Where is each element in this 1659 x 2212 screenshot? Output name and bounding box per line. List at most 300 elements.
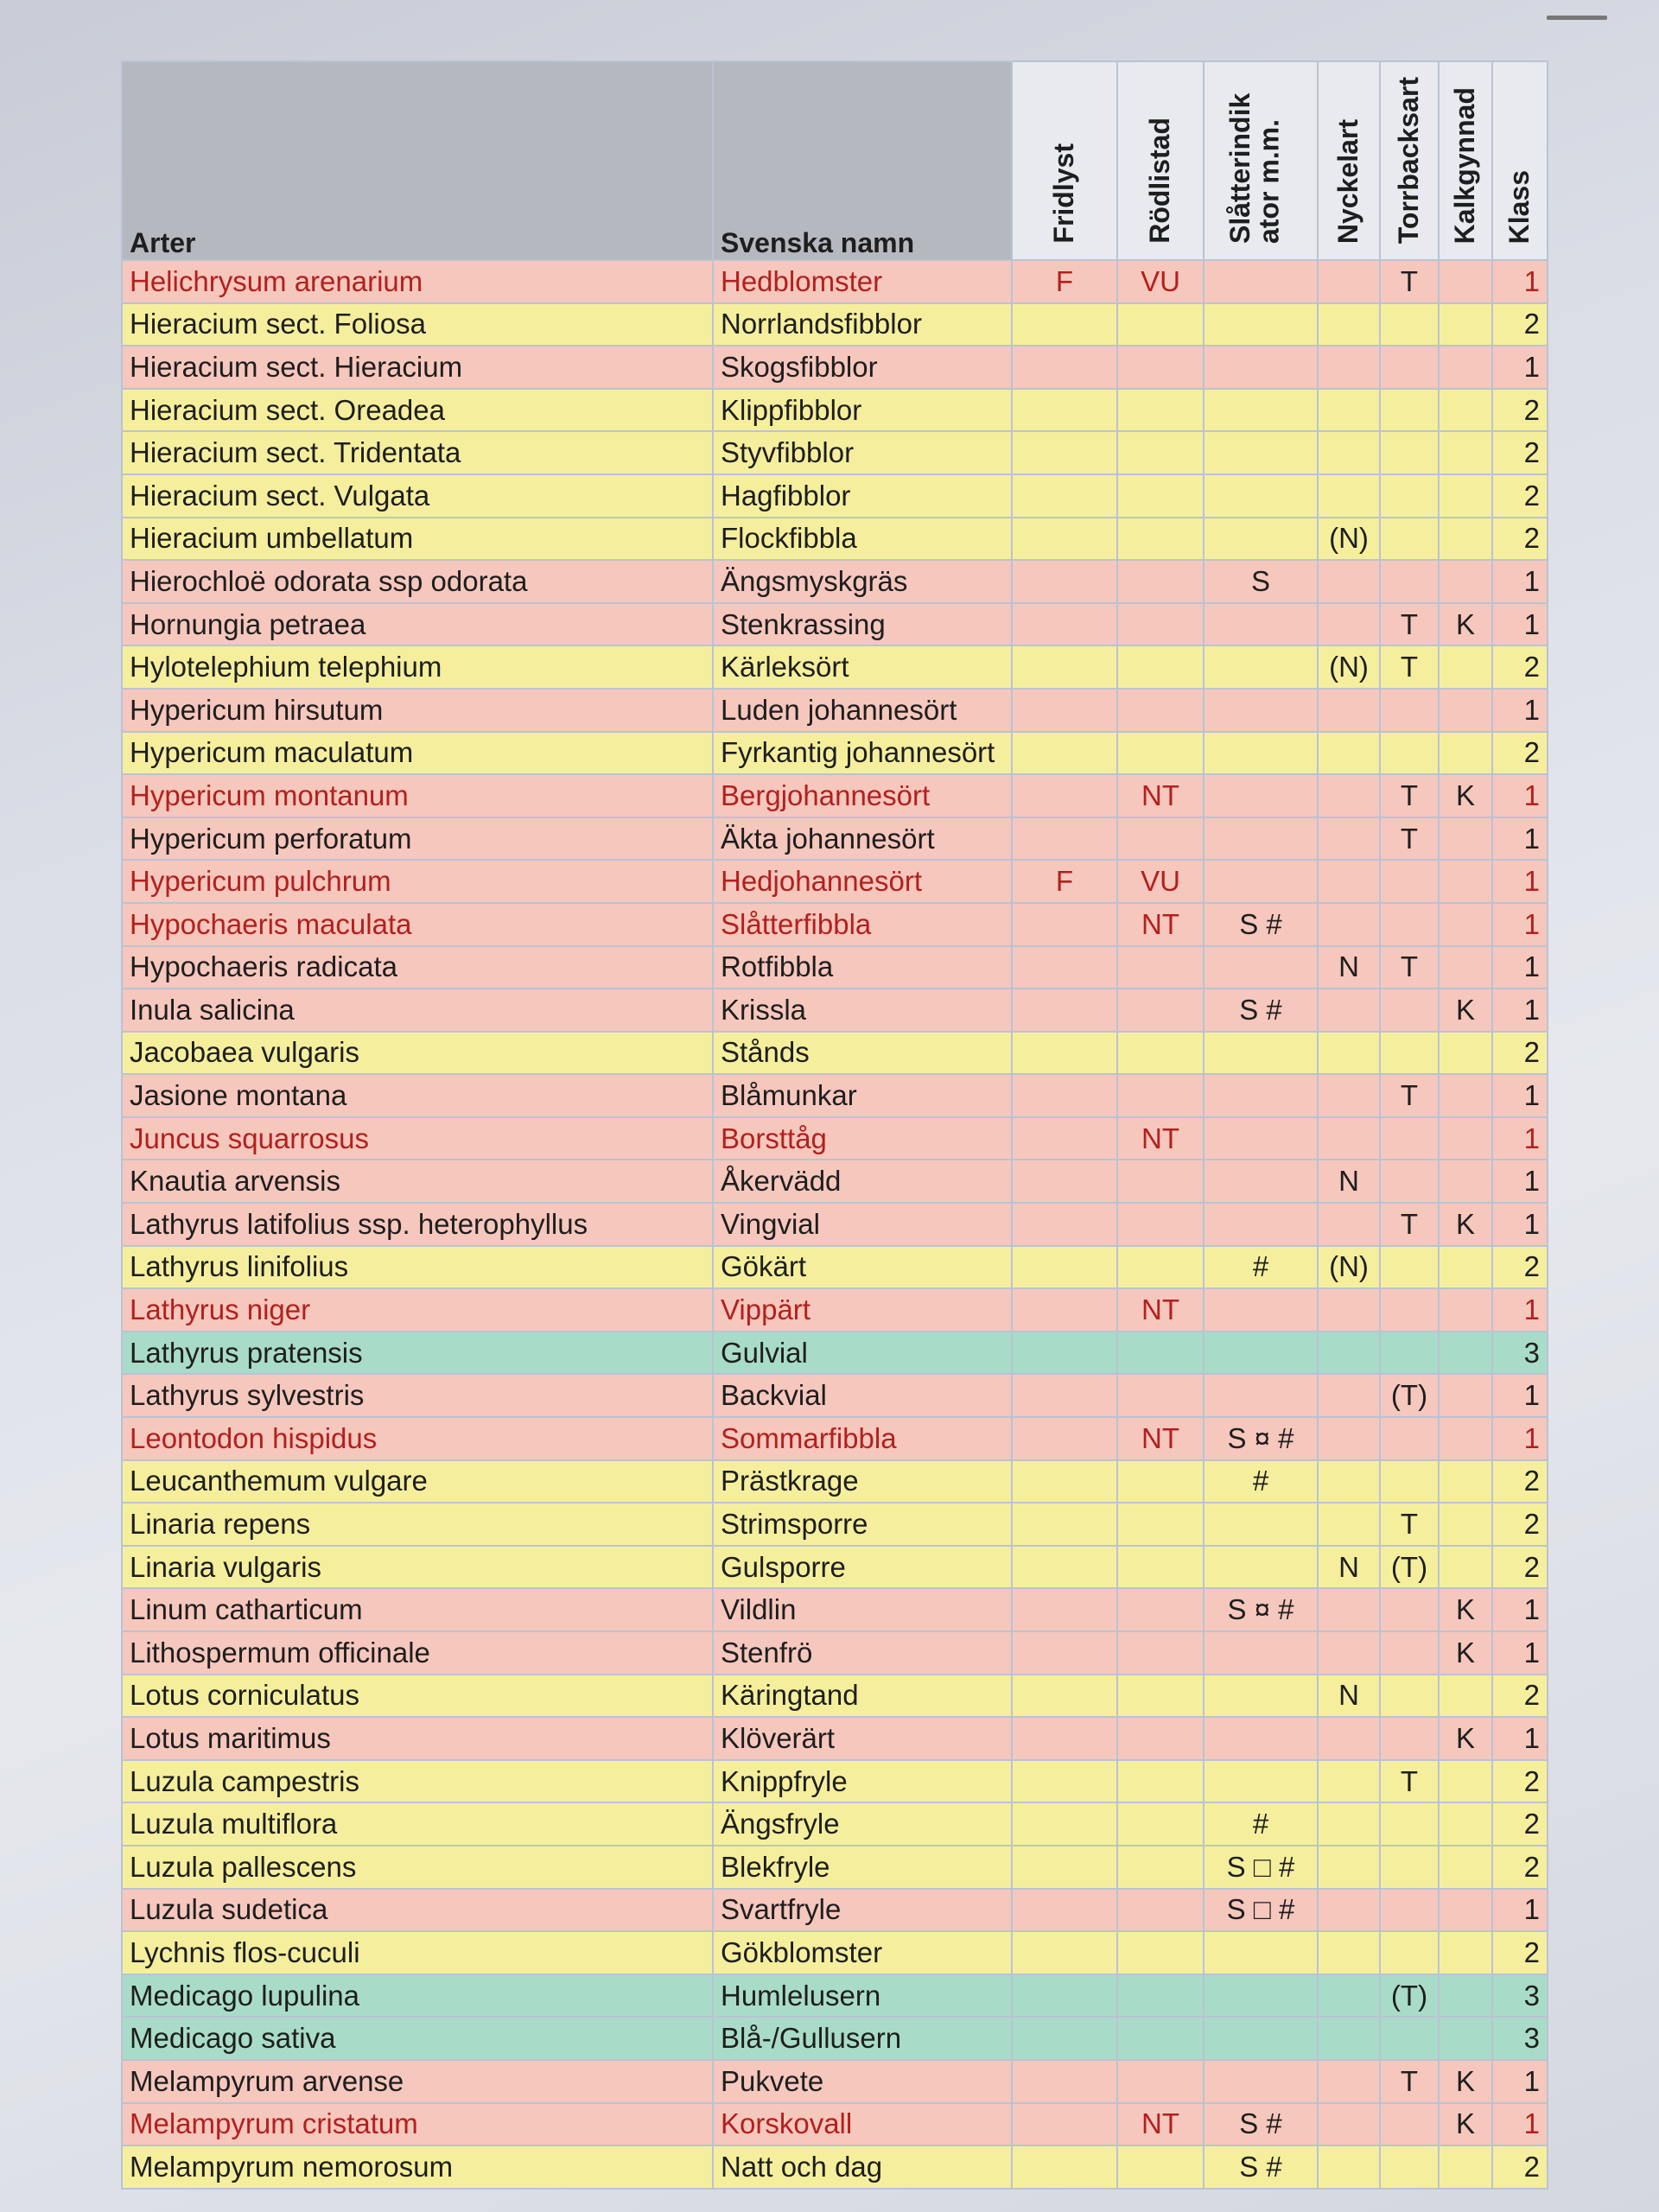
- table-row: [122, 1160, 1548, 1203]
- rodlistad-cell: [1117, 2060, 1204, 2103]
- header-fridlyst: [1012, 61, 1117, 260]
- torrbacksart-cell: [1380, 1117, 1439, 1160]
- scientific-name: Melampyrum cristatum: [122, 2103, 713, 2146]
- slatterindikator-cell: [1204, 1117, 1318, 1160]
- nyckelart-cell: [1318, 389, 1380, 432]
- torrbacksart-cell: (T): [1380, 1974, 1439, 2018]
- slatterindikator-cell: [1204, 1717, 1318, 1760]
- scientific-name: Hypericum pulchrum: [122, 860, 713, 903]
- rodlistad-cell: [1117, 1717, 1204, 1760]
- swedish-name: Ängsfryle: [713, 1802, 1012, 1846]
- rodlistad-cell: [1117, 1760, 1204, 1803]
- rodlistad-cell: [1117, 1160, 1204, 1203]
- torrbacksart-cell: [1380, 1889, 1439, 1932]
- klass-cell: 2: [1492, 1246, 1548, 1289]
- klass-cell: 1: [1492, 860, 1548, 903]
- table-row: [122, 560, 1548, 603]
- slatterindikator-cell: [1204, 1032, 1318, 1075]
- swedish-name: Prästkrage: [713, 1460, 1012, 1503]
- rodlistad-cell: [1117, 474, 1204, 518]
- torrbacksart-cell: [1380, 518, 1439, 561]
- rodlistad-cell: [1117, 389, 1204, 432]
- rodlistad-cell: [1117, 817, 1204, 861]
- scientific-name: Hieracium sect. Vulgata: [122, 474, 713, 518]
- fridlyst-cell: [1012, 1631, 1117, 1675]
- fridlyst-cell: [1012, 2103, 1117, 2146]
- swedish-name: Vingvial: [713, 1203, 1012, 1246]
- scientific-name: Lathyrus latifolius ssp. heterophyllus: [122, 1203, 713, 1246]
- torrbacksart-cell: [1380, 1332, 1439, 1375]
- nyckelart-cell: [1318, 1974, 1380, 2018]
- fridlyst-cell: [1012, 1332, 1117, 1375]
- rodlistad-cell: [1117, 303, 1204, 346]
- swedish-name: Klöverärt: [713, 1717, 1012, 1760]
- fridlyst-cell: [1012, 1074, 1117, 1117]
- rodlistad-cell: NT: [1117, 1288, 1204, 1332]
- table-row: [122, 1074, 1548, 1117]
- slatterindikator-cell: [1204, 1374, 1318, 1417]
- fridlyst-cell: [1012, 732, 1117, 775]
- scientific-name: Jacobaea vulgaris: [122, 1032, 713, 1075]
- nyckelart-cell: N: [1318, 946, 1380, 989]
- header-arter: Arter: [122, 61, 713, 260]
- table-row: [122, 689, 1548, 732]
- torrbacksart-cell: [1380, 2145, 1439, 2189]
- scientific-name: Lathyrus pratensis: [122, 1332, 713, 1375]
- rodlistad-cell: [1117, 2017, 1204, 2060]
- table-row: [122, 260, 1548, 303]
- species-rows: [122, 260, 1548, 2189]
- nyckelart-cell: [1318, 1503, 1380, 1546]
- nyckelart-cell: [1318, 2060, 1380, 2103]
- fridlyst-cell: [1012, 1846, 1117, 1889]
- fridlyst-cell: [1012, 1588, 1117, 1631]
- fridlyst-cell: [1012, 389, 1117, 432]
- rodlistad-cell: [1117, 1332, 1204, 1375]
- table-row: [122, 645, 1548, 689]
- torrbacksart-cell: (T): [1380, 1374, 1439, 1417]
- torrbacksart-cell: [1380, 389, 1439, 432]
- kalkgynnad-cell: K: [1439, 603, 1492, 646]
- table-row: [122, 303, 1548, 346]
- header-kalkgynnad-text: Kalkgynnad: [1449, 86, 1481, 244]
- swedish-name: Norrlandsfibblor: [713, 303, 1012, 346]
- torrbacksart-cell: [1380, 1588, 1439, 1631]
- fridlyst-cell: [1012, 645, 1117, 689]
- kalkgynnad-cell: [1439, 1246, 1492, 1289]
- fridlyst-cell: [1012, 603, 1117, 646]
- swedish-name: Svartfryle: [713, 1889, 1012, 1932]
- torrbacksart-cell: T: [1380, 2060, 1439, 2103]
- table-row: [122, 389, 1548, 432]
- kalkgynnad-cell: [1439, 303, 1492, 346]
- table-row: [122, 2145, 1548, 2189]
- scientific-name: Lathyrus linifolius: [122, 1246, 713, 1289]
- header-rodlistad-text: Rödlistad: [1144, 118, 1176, 244]
- swedish-name: Gökärt: [713, 1246, 1012, 1289]
- fridlyst-cell: [1012, 689, 1117, 732]
- header-slatterindikator-text: Slåtterindik ator m.m.: [1224, 92, 1285, 244]
- swedish-name: Pukvete: [713, 2060, 1012, 2103]
- table-row: [122, 946, 1548, 989]
- swedish-name: Hedjohannesört: [713, 860, 1012, 903]
- kalkgynnad-cell: [1439, 946, 1492, 989]
- klass-cell: 1: [1492, 260, 1548, 303]
- table-row: [122, 1802, 1548, 1846]
- nyckelart-cell: [1318, 346, 1380, 389]
- swedish-name: Ängsmyskgräs: [713, 560, 1012, 603]
- rodlistad-cell: VU: [1117, 260, 1204, 303]
- table-row: [122, 1460, 1548, 1503]
- klass-cell: 1: [1492, 903, 1548, 946]
- header-row: [122, 61, 1548, 260]
- kalkgynnad-cell: [1439, 689, 1492, 732]
- fridlyst-cell: [1012, 1546, 1117, 1589]
- kalkgynnad-cell: [1439, 732, 1492, 775]
- scientific-name: Hypericum hirsutum: [122, 689, 713, 732]
- slatterindikator-cell: [1204, 1074, 1318, 1117]
- scientific-name: Luzula campestris: [122, 1760, 713, 1803]
- torrbacksart-cell: [1380, 303, 1439, 346]
- swedish-name: Borsttåg: [713, 1117, 1012, 1160]
- rodlistad-cell: NT: [1117, 1417, 1204, 1460]
- nyckelart-cell: [1318, 774, 1380, 817]
- scientific-name: Luzula multiflora: [122, 1802, 713, 1846]
- table-row: [122, 603, 1548, 646]
- klass-cell: 3: [1492, 1332, 1548, 1375]
- scientific-name: Hypochaeris maculata: [122, 903, 713, 946]
- fridlyst-cell: [1012, 2060, 1117, 2103]
- table-row: [122, 732, 1548, 775]
- kalkgynnad-cell: K: [1439, 1717, 1492, 1760]
- fridlyst-cell: [1012, 817, 1117, 861]
- fridlyst-cell: [1012, 303, 1117, 346]
- kalkgynnad-cell: K: [1439, 1203, 1492, 1246]
- fridlyst-cell: [1012, 1417, 1117, 1460]
- scientific-name: Hieracium sect. Hieracium: [122, 346, 713, 389]
- slatterindikator-cell: [1204, 1760, 1318, 1803]
- torrbacksart-cell: [1380, 1631, 1439, 1675]
- slatterindikator-cell: [1204, 860, 1318, 903]
- nyckelart-cell: N: [1318, 1546, 1380, 1589]
- scientific-name: Hypericum montanum: [122, 774, 713, 817]
- torrbacksart-cell: [1380, 1417, 1439, 1460]
- slatterindikator-cell: [1204, 645, 1318, 689]
- scientific-name: Lychnis flos-cuculi: [122, 1931, 713, 1974]
- slatterindikator-cell: [1204, 2017, 1318, 2060]
- nyckelart-cell: [1318, 903, 1380, 946]
- torrbacksart-cell: [1380, 431, 1439, 474]
- slatterindikator-cell: [1204, 431, 1318, 474]
- torrbacksart-cell: [1380, 1846, 1439, 1889]
- nyckelart-cell: [1318, 860, 1380, 903]
- kalkgynnad-cell: [1439, 1503, 1492, 1546]
- slatterindikator-cell: S #: [1204, 2103, 1318, 2146]
- table-row: [122, 988, 1548, 1032]
- species-sheet: [121, 60, 1547, 2183]
- nyckelart-cell: N: [1318, 1160, 1380, 1203]
- slatterindikator-cell: [1204, 1675, 1318, 1718]
- klass-cell: 2: [1492, 518, 1548, 561]
- nyckelart-cell: [1318, 1889, 1380, 1932]
- rodlistad-cell: [1117, 1546, 1204, 1589]
- torrbacksart-cell: [1380, 474, 1439, 518]
- swedish-name: Natt och dag: [713, 2145, 1012, 2189]
- nyckelart-cell: [1318, 1288, 1380, 1332]
- table-row: [122, 1588, 1548, 1631]
- slatterindikator-cell: [1204, 303, 1318, 346]
- slatterindikator-cell: S #: [1204, 2145, 1318, 2189]
- kalkgynnad-cell: [1439, 2145, 1492, 2189]
- swedish-name: Åkervädd: [713, 1160, 1012, 1203]
- slatterindikator-cell: [1204, 946, 1318, 989]
- header-nyckelart-text: Nyckelart: [1332, 118, 1364, 244]
- klass-cell: 3: [1492, 2017, 1548, 2060]
- swedish-name: Kärleksört: [713, 645, 1012, 689]
- fridlyst-cell: [1012, 1203, 1117, 1246]
- torrbacksart-cell: T: [1380, 260, 1439, 303]
- rodlistad-cell: [1117, 518, 1204, 561]
- fridlyst-cell: [1012, 1760, 1117, 1803]
- torrbacksart-cell: [1380, 560, 1439, 603]
- torrbacksart-cell: [1380, 689, 1439, 732]
- slatterindikator-cell: #: [1204, 1246, 1318, 1289]
- scientific-name: Juncus squarrosus: [122, 1117, 713, 1160]
- swedish-name: Blekfryle: [713, 1846, 1012, 1889]
- scientific-name: Hypericum perforatum: [122, 817, 713, 861]
- fridlyst-cell: [1012, 346, 1117, 389]
- nyckelart-cell: (N): [1318, 1246, 1380, 1289]
- nyckelart-cell: [1318, 817, 1380, 861]
- rodlistad-cell: [1117, 1246, 1204, 1289]
- rodlistad-cell: [1117, 1074, 1204, 1117]
- rodlistad-cell: [1117, 1631, 1204, 1675]
- rodlistad-cell: [1117, 1503, 1204, 1546]
- kalkgynnad-cell: [1439, 560, 1492, 603]
- slatterindikator-cell: [1204, 732, 1318, 775]
- fridlyst-cell: [1012, 946, 1117, 989]
- rodlistad-cell: [1117, 2145, 1204, 2189]
- nyckelart-cell: [1318, 1588, 1380, 1631]
- fridlyst-cell: [1012, 1889, 1117, 1932]
- nyckelart-cell: [1318, 2103, 1380, 2146]
- header-fridlyst-text: Fridlyst: [1048, 143, 1080, 244]
- fridlyst-cell: [1012, 1160, 1117, 1203]
- klass-cell: 1: [1492, 346, 1548, 389]
- rodlistad-cell: NT: [1117, 2103, 1204, 2146]
- klass-cell: 1: [1492, 2060, 1548, 2103]
- rodlistad-cell: [1117, 603, 1204, 646]
- swedish-name: Äkta johannesört: [713, 817, 1012, 861]
- klass-cell: 1: [1492, 1374, 1548, 1417]
- klass-cell: 2: [1492, 1503, 1548, 1546]
- paper-edge-mark: [1547, 16, 1607, 20]
- fridlyst-cell: [1012, 1974, 1117, 2018]
- swedish-name: Blå-/Gullusern: [713, 2017, 1012, 2060]
- scientific-name: Leontodon hispidus: [122, 1417, 713, 1460]
- table-row: [122, 774, 1548, 817]
- swedish-name: Vildlin: [713, 1588, 1012, 1631]
- slatterindikator-cell: [1204, 346, 1318, 389]
- kalkgynnad-cell: K: [1439, 2103, 1492, 2146]
- torrbacksart-cell: [1380, 1802, 1439, 1846]
- scientific-name: Lathyrus sylvestris: [122, 1374, 713, 1417]
- rodlistad-cell: [1117, 346, 1204, 389]
- swedish-name: Slåtterfibbla: [713, 903, 1012, 946]
- header-klass-text: Klass: [1503, 169, 1535, 244]
- torrbacksart-cell: [1380, 1675, 1439, 1718]
- klass-cell: 2: [1492, 1546, 1548, 1589]
- swedish-name: Sommarfibbla: [713, 1417, 1012, 1460]
- rodlistad-cell: [1117, 645, 1204, 689]
- klass-cell: 2: [1492, 431, 1548, 474]
- kalkgynnad-cell: [1439, 1374, 1492, 1417]
- slatterindikator-cell: [1204, 689, 1318, 732]
- fridlyst-cell: [1012, 1246, 1117, 1289]
- klass-cell: 1: [1492, 560, 1548, 603]
- fridlyst-cell: [1012, 1288, 1117, 1332]
- klass-cell: 1: [1492, 1889, 1548, 1932]
- scientific-name: Luzula pallescens: [122, 1846, 713, 1889]
- rodlistad-cell: [1117, 1889, 1204, 1932]
- slatterindikator-cell: S #: [1204, 903, 1318, 946]
- kalkgynnad-cell: [1439, 1417, 1492, 1460]
- nyckelart-cell: [1318, 988, 1380, 1032]
- scientific-name: Hylotelephium telephium: [122, 645, 713, 689]
- nyckelart-cell: [1318, 689, 1380, 732]
- slatterindikator-cell: [1204, 1931, 1318, 1974]
- kalkgynnad-cell: K: [1439, 774, 1492, 817]
- kalkgynnad-cell: K: [1439, 1588, 1492, 1631]
- slatterindikator-cell: [1204, 389, 1318, 432]
- kalkgynnad-cell: [1439, 1117, 1492, 1160]
- nyckelart-cell: [1318, 2145, 1380, 2189]
- table-row: [122, 1717, 1548, 1760]
- swedish-name: Käringtand: [713, 1675, 1012, 1718]
- rodlistad-cell: [1117, 1675, 1204, 1718]
- kalkgynnad-cell: [1439, 1074, 1492, 1117]
- scientific-name: Hierochloë odorata ssp odorata: [122, 560, 713, 603]
- nyckelart-cell: (N): [1318, 518, 1380, 561]
- slatterindikator-cell: S #: [1204, 988, 1318, 1032]
- fridlyst-cell: [1012, 1460, 1117, 1503]
- slatterindikator-cell: [1204, 1288, 1318, 1332]
- rodlistad-cell: NT: [1117, 1117, 1204, 1160]
- torrbacksart-cell: T: [1380, 645, 1439, 689]
- fridlyst-cell: [1012, 2145, 1117, 2189]
- kalkgynnad-cell: [1439, 1160, 1492, 1203]
- kalkgynnad-cell: K: [1439, 988, 1492, 1032]
- nyckelart-cell: [1318, 1760, 1380, 1803]
- kalkgynnad-cell: [1439, 1974, 1492, 2018]
- table-row: [122, 1846, 1548, 1889]
- klass-cell: 2: [1492, 1675, 1548, 1718]
- table-row: [122, 1503, 1548, 1546]
- fridlyst-cell: [1012, 1675, 1117, 1718]
- swedish-name: Strimsporre: [713, 1503, 1012, 1546]
- swedish-name: Stenkrassing: [713, 603, 1012, 646]
- scientific-name: Hornungia petraea: [122, 603, 713, 646]
- table-row: [122, 474, 1548, 518]
- nyckelart-cell: [1318, 1417, 1380, 1460]
- table-row: [122, 2017, 1548, 2060]
- nyckelart-cell: [1318, 1374, 1380, 1417]
- rodlistad-cell: [1117, 1460, 1204, 1503]
- swedish-name: Hagfibblor: [713, 474, 1012, 518]
- fridlyst-cell: [1012, 903, 1117, 946]
- table-row: [122, 860, 1548, 903]
- kalkgynnad-cell: [1439, 346, 1492, 389]
- scientific-name: Hieracium umbellatum: [122, 518, 713, 561]
- kalkgynnad-cell: [1439, 431, 1492, 474]
- slatterindikator-cell: [1204, 1546, 1318, 1589]
- rodlistad-cell: [1117, 1802, 1204, 1846]
- kalkgynnad-cell: [1439, 1032, 1492, 1075]
- rodlistad-cell: [1117, 732, 1204, 775]
- klass-cell: 2: [1492, 2145, 1548, 2189]
- table-row: [122, 2103, 1548, 2146]
- table-row: [122, 1374, 1548, 1417]
- header-rodlistad: [1117, 61, 1204, 260]
- fridlyst-cell: F: [1012, 860, 1117, 903]
- rodlistad-cell: NT: [1117, 774, 1204, 817]
- fridlyst-cell: [1012, 518, 1117, 561]
- kalkgynnad-cell: [1439, 1675, 1492, 1718]
- swedish-name: Bergjohannesört: [713, 774, 1012, 817]
- kalkgynnad-cell: [1439, 903, 1492, 946]
- torrbacksart-cell: [1380, 1032, 1439, 1075]
- slatterindikator-cell: #: [1204, 1802, 1318, 1846]
- scientific-name: Knautia arvensis: [122, 1160, 713, 1203]
- scientific-name: Linaria vulgaris: [122, 1546, 713, 1589]
- nyckelart-cell: [1318, 303, 1380, 346]
- torrbacksart-cell: [1380, 903, 1439, 946]
- slatterindikator-cell: [1204, 1332, 1318, 1375]
- nyckelart-cell: [1318, 1931, 1380, 1974]
- torrbacksart-cell: [1380, 1160, 1439, 1203]
- rodlistad-cell: VU: [1117, 860, 1204, 903]
- table-row: [122, 518, 1548, 561]
- table-row: [122, 1203, 1548, 1246]
- klass-cell: 2: [1492, 1032, 1548, 1075]
- kalkgynnad-cell: [1439, 860, 1492, 903]
- slatterindikator-cell: [1204, 1503, 1318, 1546]
- nyckelart-cell: [1318, 260, 1380, 303]
- scientific-name: Lotus corniculatus: [122, 1675, 713, 1718]
- nyckelart-cell: (N): [1318, 645, 1380, 689]
- torrbacksart-cell: T: [1380, 817, 1439, 861]
- kalkgynnad-cell: [1439, 645, 1492, 689]
- swedish-name: Knippfryle: [713, 1760, 1012, 1803]
- scientific-name: Hieracium sect. Tridentata: [122, 431, 713, 474]
- torrbacksart-cell: [1380, 1288, 1439, 1332]
- table-row: [122, 1417, 1548, 1460]
- table-row: [122, 1332, 1548, 1375]
- swedish-name: Hedblomster: [713, 260, 1012, 303]
- klass-cell: 1: [1492, 817, 1548, 861]
- rodlistad-cell: [1117, 946, 1204, 989]
- rodlistad-cell: [1117, 1588, 1204, 1631]
- table-row: [122, 1288, 1548, 1332]
- nyckelart-cell: [1318, 431, 1380, 474]
- header-slatterindikator: [1204, 61, 1318, 260]
- kalkgynnad-cell: K: [1439, 1631, 1492, 1675]
- table-row: [122, 903, 1548, 946]
- torrbacksart-cell: [1380, 860, 1439, 903]
- torrbacksart-cell: T: [1380, 1503, 1439, 1546]
- table-row: [122, 2060, 1548, 2103]
- nyckelart-cell: [1318, 2017, 1380, 2060]
